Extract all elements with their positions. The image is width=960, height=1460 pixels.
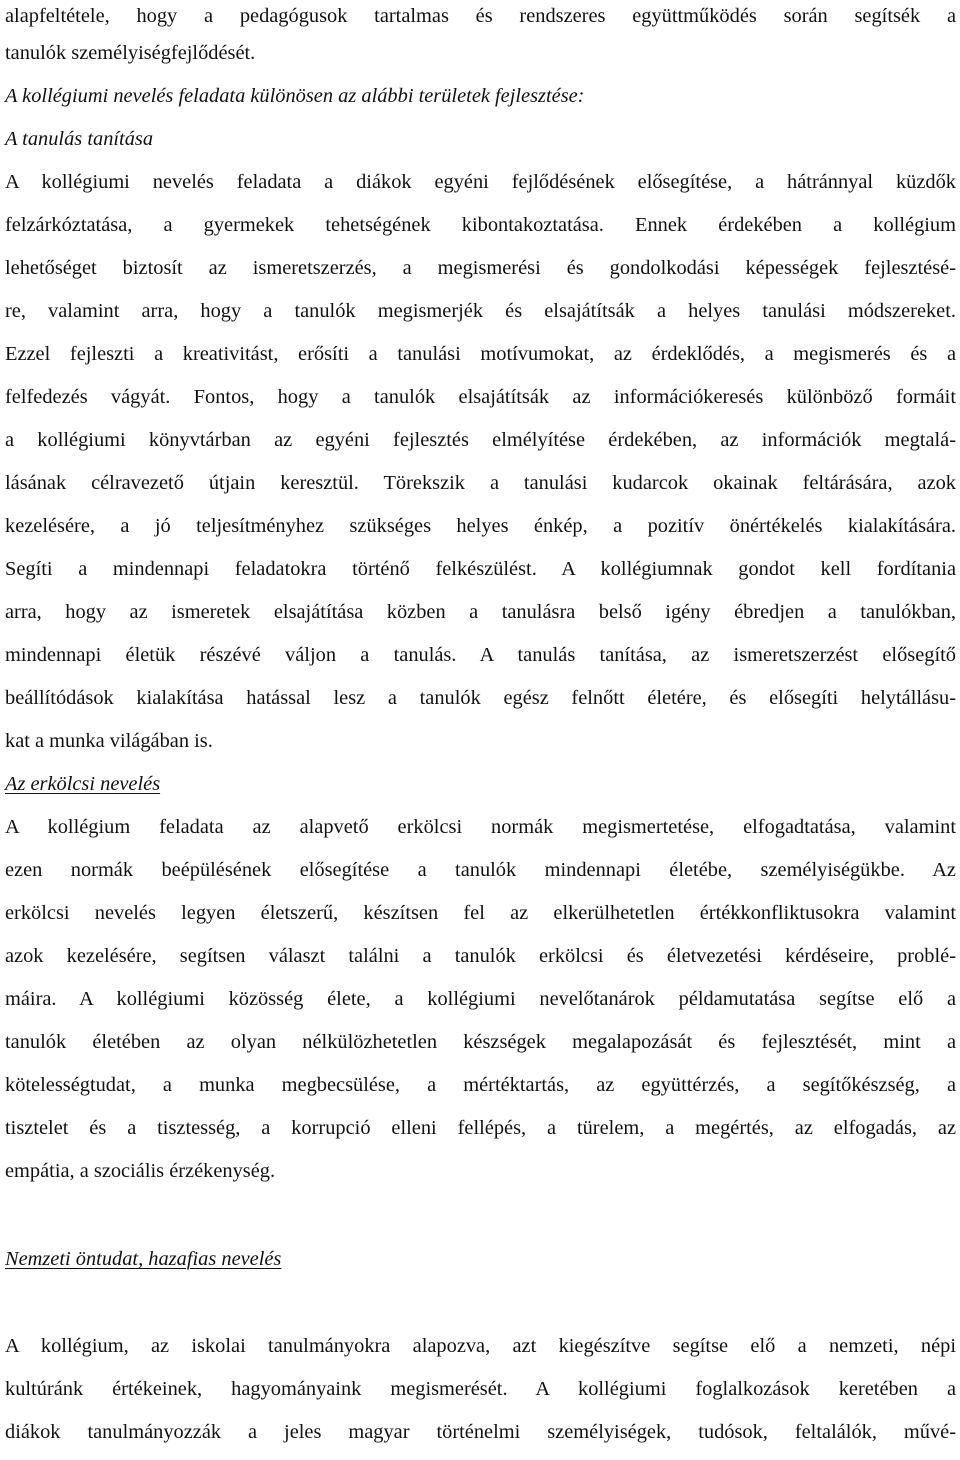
text-line: tanulók személyiségfejlődését. [5,42,256,64]
text-line: a kollégiumi könyvtárban az egyéni fejlesztés elmélyítése érdekében, az információk megtalá- [5,429,956,451]
text-line: lehetőséget biztosít az ismeretszerzés, a megismerési és gondolkodási képességek fejlesztésé- [5,257,956,279]
text-line: tanulók életében az olyan nélkülözhetetlen készségek megalapozását és fejlesztését, mint a [5,1031,956,1053]
section-intro: A kollégiumi nevelés feladata különösen az alábbi területek fejlesztése: [5,85,585,107]
text-line: azok kezelésére, segítsen választ találni a tanulók erkölcsi és életvezetési kérdéseire, problé- [5,945,956,967]
text-line: beállítódások kialakítása hatással lesz a tanulók egész felnőtt életére, és elősegíti helytállásu- [5,687,956,709]
text-line: Segíti a mindennapi feladatokra történő felkészülést. A kollégiumnak gondot kell fordítania [5,558,956,580]
text-line: A kollégium, az iskolai tanulmányokra alapozva, azt kiegészítve segítse elő a nemzeti, népi [5,1335,956,1357]
text-line: empátia, a szociális érzékenység. [5,1160,276,1182]
text-line: kat a munka világában is. [5,730,213,752]
text-line: alapfeltétele, hogy a pedagógusok tartalmas és rendszeres együttműködés során segítsék a [5,5,956,27]
text-line: A kollégiumi nevelés feladata a diákok egyéni fejlődésének elősegítése, a hátránnyal küzdők [5,171,956,193]
text-line: arra, hogy az ismeretek elsajátítása közben a tanulásra belső igény ébredjen a tanulókban, [5,601,956,623]
text-line: tisztelet és a tisztesség, a korrupció elleni fellépés, a türelem, a megértés, az elfogadás, az [5,1117,956,1139]
text-line: Ezzel fejleszti a kreativitást, erősíti a tanulási motívumokat, az érdeklődés, a megismerés és a [5,343,956,365]
text-line: felfedezés vágyát. Fontos, hogy a tanulók elsajátítsák az információkeresés különböző formáit [5,386,956,408]
text-line: diákok tanulmányozzák a jeles magyar történelmi személyiségek, tudósok, feltalálók, művé- [5,1421,956,1443]
subsection-heading: A tanulás tanítása [5,128,154,150]
text-line: erkölcsi nevelés legyen életszerű, készítsen fel az elkerülhetetlen értékkonfliktusokra valamint [5,902,956,924]
text-line: A kollégium feladata az alapvető erkölcsi normák megismertetése, elfogadtatása, valamint [5,816,956,838]
text-line: felzárkóztatása, a gyermekek tehetségének kibontakoztatása. Ennek érdekében a kollégium [5,214,956,236]
text-line: re, valamint arra, hogy a tanulók megismerjék és elsajátítsák a helyes tanulási módszereket. [5,300,956,322]
text-line: ezen normák beépülésének elősegítése a tanulók mindennapi életébe, személyiségükbe. Az [5,859,956,881]
text-line: kultúránk értékeinek, hagyományaink megismerését. A kollégiumi foglalkozások keretében a [5,1378,956,1400]
subsection-heading: Nemzeti öntudat, hazafias nevelés [5,1248,282,1270]
text-line: máira. A kollégiumi közösség élete, a kollégiumi nevelőtanárok példamutatása segítse elő a [5,988,956,1010]
subsection-heading: Az erkölcsi nevelés [5,773,161,795]
text-line: lásának célravezető útjain keresztül. Törekszik a tanulási kudarcok okainak feltárására, azok [5,472,956,494]
text-line: kötelességtudat, a munka megbecsülése, a mértéktartás, az együttérzés, a segítőkészség, a [5,1074,956,1096]
text-line: mindennapi életük részévé váljon a tanulás. A tanulás tanítása, az ismeretszerzést elősegítő [5,644,956,666]
text-line: kezelésére, a jó teljesítményhez szükséges helyes énkép, a pozitív önértékelés kialakítására. [5,515,956,537]
